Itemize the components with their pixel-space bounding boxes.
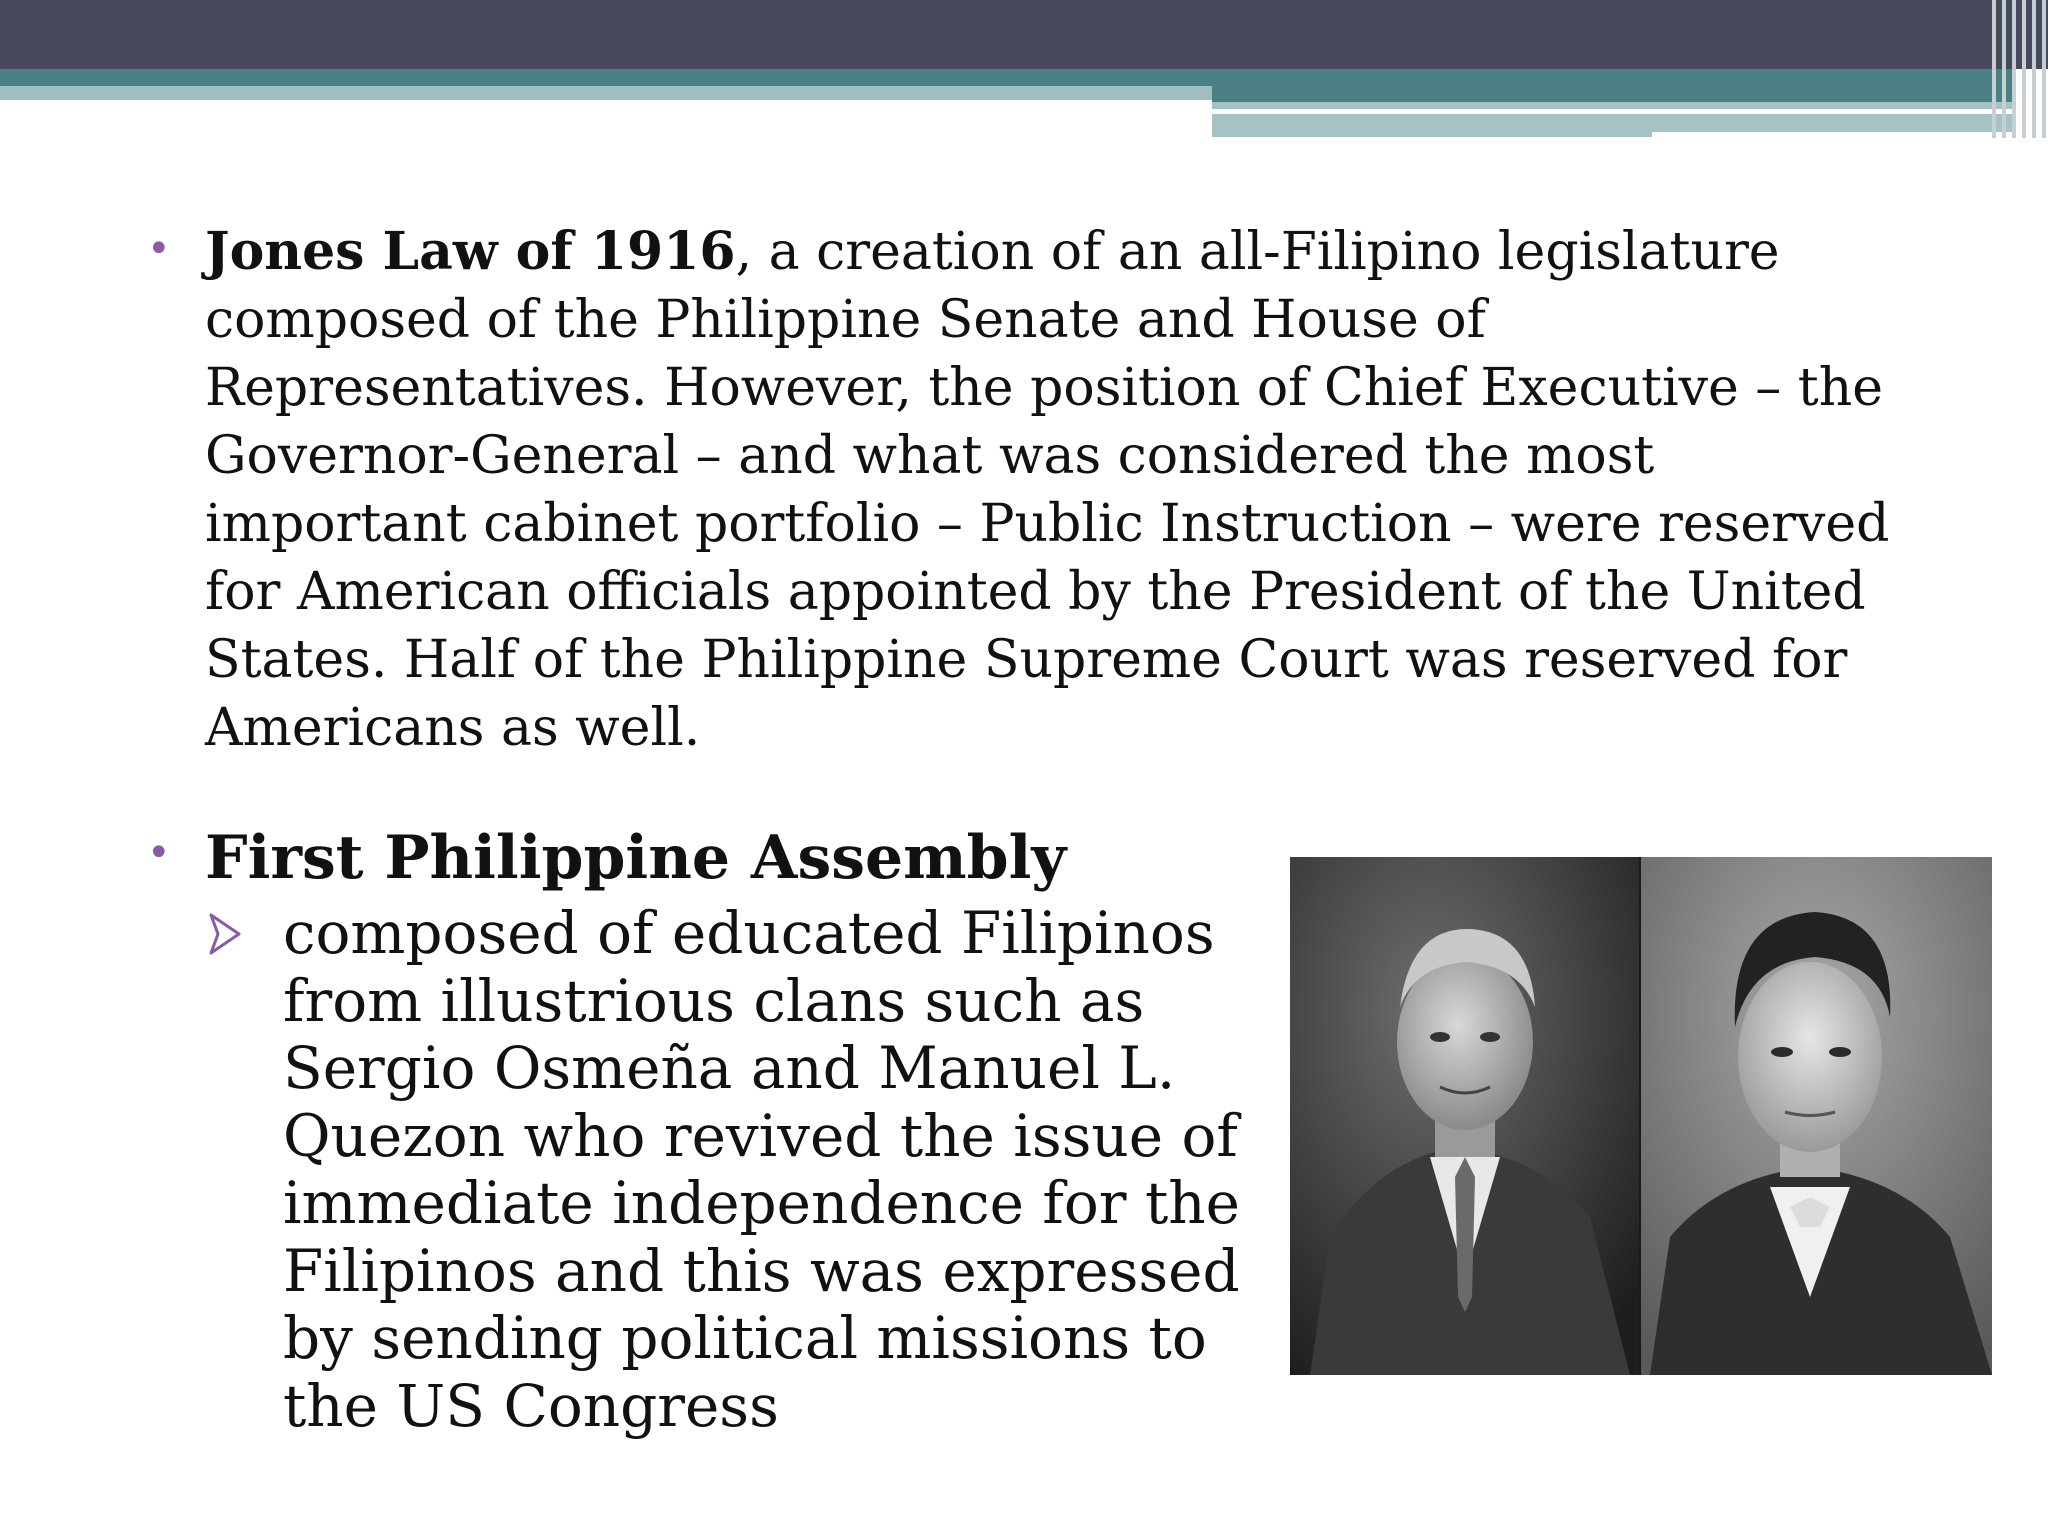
jones-law-paragraph bbox=[205, 218, 1925, 762]
arrow-bullet-icon bbox=[208, 912, 242, 956]
bullet-dot: • bbox=[147, 830, 171, 876]
jones-law-text: , a creation of an all-Filipino legislature composed of the Philippine Senate and House of Representatives. However, the position of Chief Executive – the Governor-General – and what was considered the most important cabinet portfolio – Public Instruction – were reserved for American officials appointed by the President of the United States. Half of the Philippine Supreme Court was reserved for Americans as well. bbox=[205, 222, 1890, 758]
jones-law-heading: Jones Law of 1916 bbox=[205, 221, 736, 282]
first-assembly-description: composed of educated Filipinos from illustrious clans such as Sergio Osmeña and Manuel L. Quezon who revived the issue of immediate independence for the Filipinos and this was expressed by sending political missions to the US Congress bbox=[283, 899, 1240, 1440]
first-assembly-heading: First Philippine Assembly bbox=[205, 823, 1067, 893]
bullet-dot: • bbox=[147, 226, 171, 272]
portrait-photo bbox=[1290, 857, 1992, 1375]
